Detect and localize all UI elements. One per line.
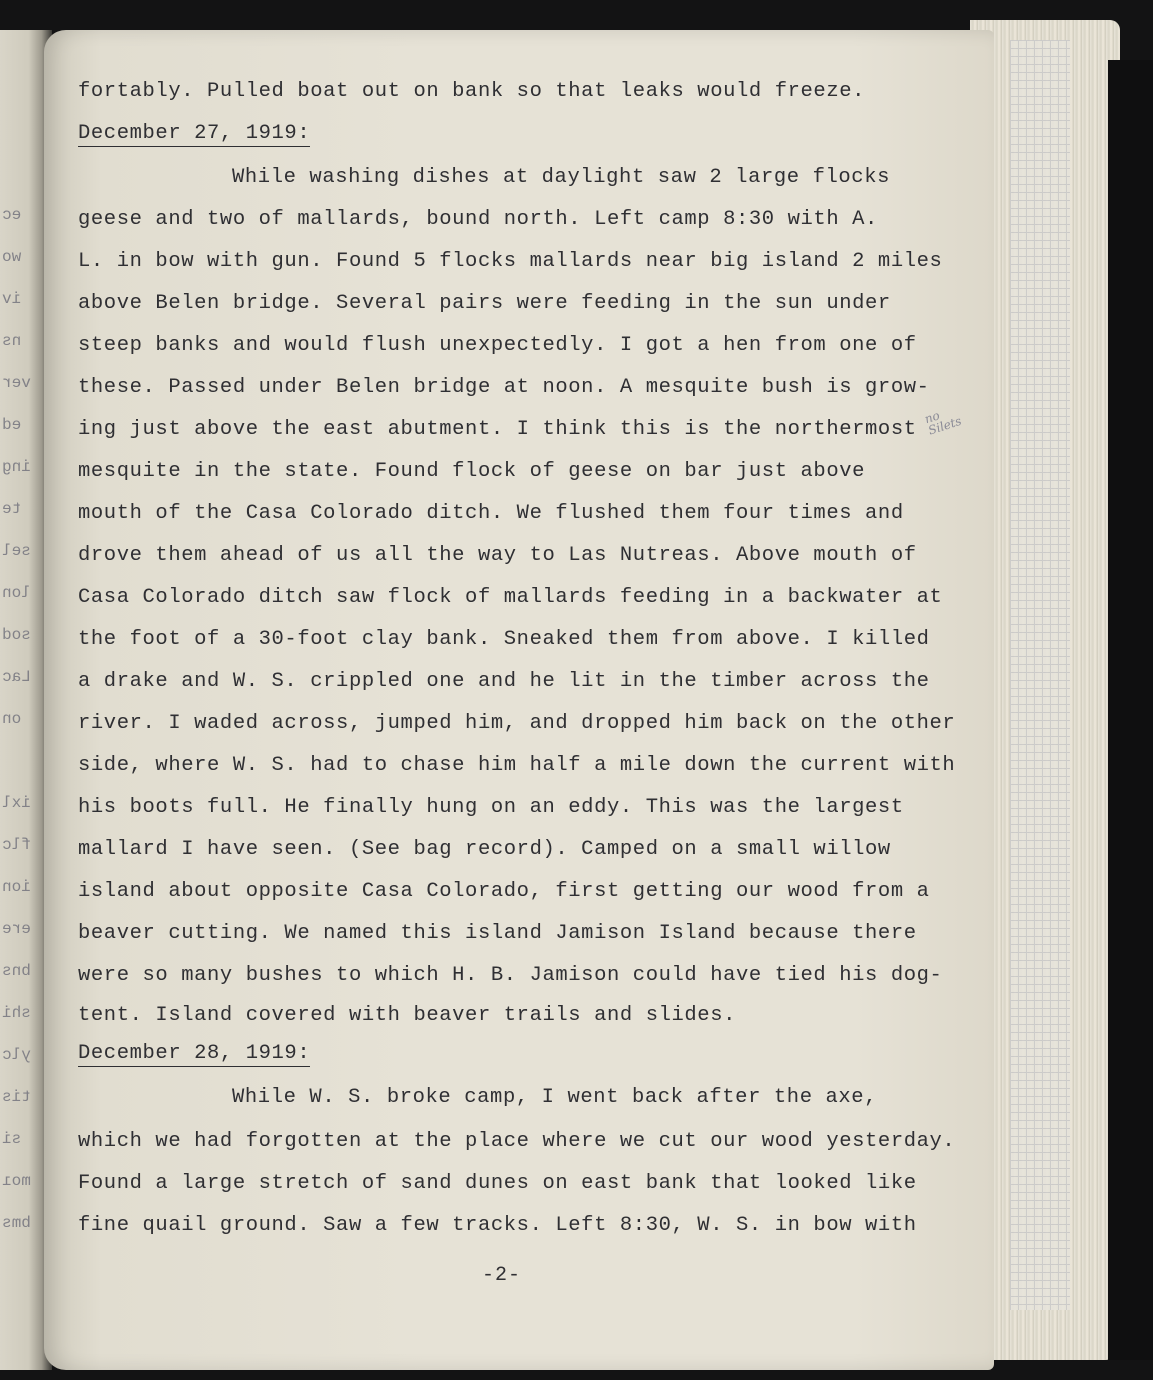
bleed-fragment: ec [2,206,22,224]
text-line: island about opposite Casa Colorado, first getting our wood from a [78,880,930,903]
text-line: a drake and W. S. crippled one and he lit in the timber across the [78,670,930,693]
text-line: tent. Island covered with beaver trails and slides. [78,1004,737,1027]
bleed-fragment: iv [2,290,22,308]
bleed-fragment: ere [2,920,31,938]
bleed-fragment: Lac [2,668,31,686]
bleed-fragment: ixl [2,794,31,812]
text-line: were so many bushes to which H. B. Jamison could have tied his dog- [78,964,943,987]
text-line: fortably. Pulled boat out on bank so that leaks would freeze. [78,80,866,103]
text-line: While washing dishes at daylight saw 2 large flocks [232,166,891,189]
text-line: L. in bow with gun. Found 5 flocks mallards near big island 2 miles [78,250,943,273]
bleed-fragment: sel [2,542,31,560]
text-line: mallard I have seen. (See bag record). Camped on a small willow [78,838,891,861]
text-line: drove them ahead of us all the way to Las Nutreas. Above mouth of [78,544,917,567]
text-line: these. Passed under Belen bridge at noon. A mesquite bush is grow- [78,376,930,399]
typed-page [44,30,994,1370]
graph-paper-insert [1010,40,1070,1310]
page-number: -2- [482,1264,522,1287]
text-line: Casa Colorado ditch saw flock of mallards feeding in a backwater at [78,586,943,609]
text-line: side, where W. S. had to chase him half a mile down the current with [78,754,956,777]
bleed-fragment: on [2,710,22,728]
text-line: above Belen bridge. Several pairs were feeding in the sun under [78,292,891,315]
text-line: steep banks and would flush unexpectedly. I got a hen from one of [78,334,917,357]
bleed-fragment: sod [2,626,31,644]
bleed-fragment: wo [2,248,22,266]
bleed-fragment: ed [2,416,22,434]
bleed-fragment: ns [2,332,22,350]
bleed-fragment: ver [2,374,31,392]
text-line: fine quail ground. Saw a few tracks. Left 8:30, W. S. in bow with [78,1214,917,1237]
bleed-fragment: moı [2,1172,31,1190]
bleed-fragment: si [2,1130,22,1148]
date-heading: December 27, 1919: [78,122,311,145]
bleed-fragment: shi [2,1004,31,1022]
handwritten-margin-note: no Silets [922,408,964,438]
bleed-fragment: tis [2,1088,31,1106]
text-line: river. I waded across, jumped him, and dropped him back on the other [78,712,956,735]
text-line: mesquite in the state. Found flock of geese on bar just above [78,460,866,483]
text-line: his boots full. He finally hung on an eddy. This was the largest [78,796,904,819]
bleed-fragment: ing [2,458,31,476]
bleed-fragment: flc [2,836,31,854]
text-line: geese and two of mallards, bound north. Left camp 8:30 with A. [78,208,878,231]
text-line: which we had forgotten at the place where we cut our wood yesterday. [78,1130,956,1153]
bleed-fragment: te [2,500,22,518]
bleed-fragment: ion [2,878,31,896]
bleed-fragment: ylc [2,1046,31,1064]
bleed-fragment: bms [2,1214,31,1232]
bleed-fragment: bns [2,962,31,980]
text-line: Found a large stretch of sand dunes on east bank that looked like [78,1172,917,1195]
text-line: beaver cutting. We named this island Jamison Island because there [78,922,917,945]
bleed-fragment: lon [2,584,31,602]
text-line: While W. S. broke camp, I went back after the axe, [232,1086,878,1109]
text-line: the foot of a 30-foot clay bank. Sneaked them from above. I killed [78,628,930,651]
text-line: mouth of the Casa Colorado ditch. We flushed them four times and [78,502,904,525]
book-cover [1108,60,1153,1360]
text-line: ing just above the east abutment. I think this is the northermost [78,418,917,441]
date-heading: December 28, 1919: [78,1042,311,1065]
